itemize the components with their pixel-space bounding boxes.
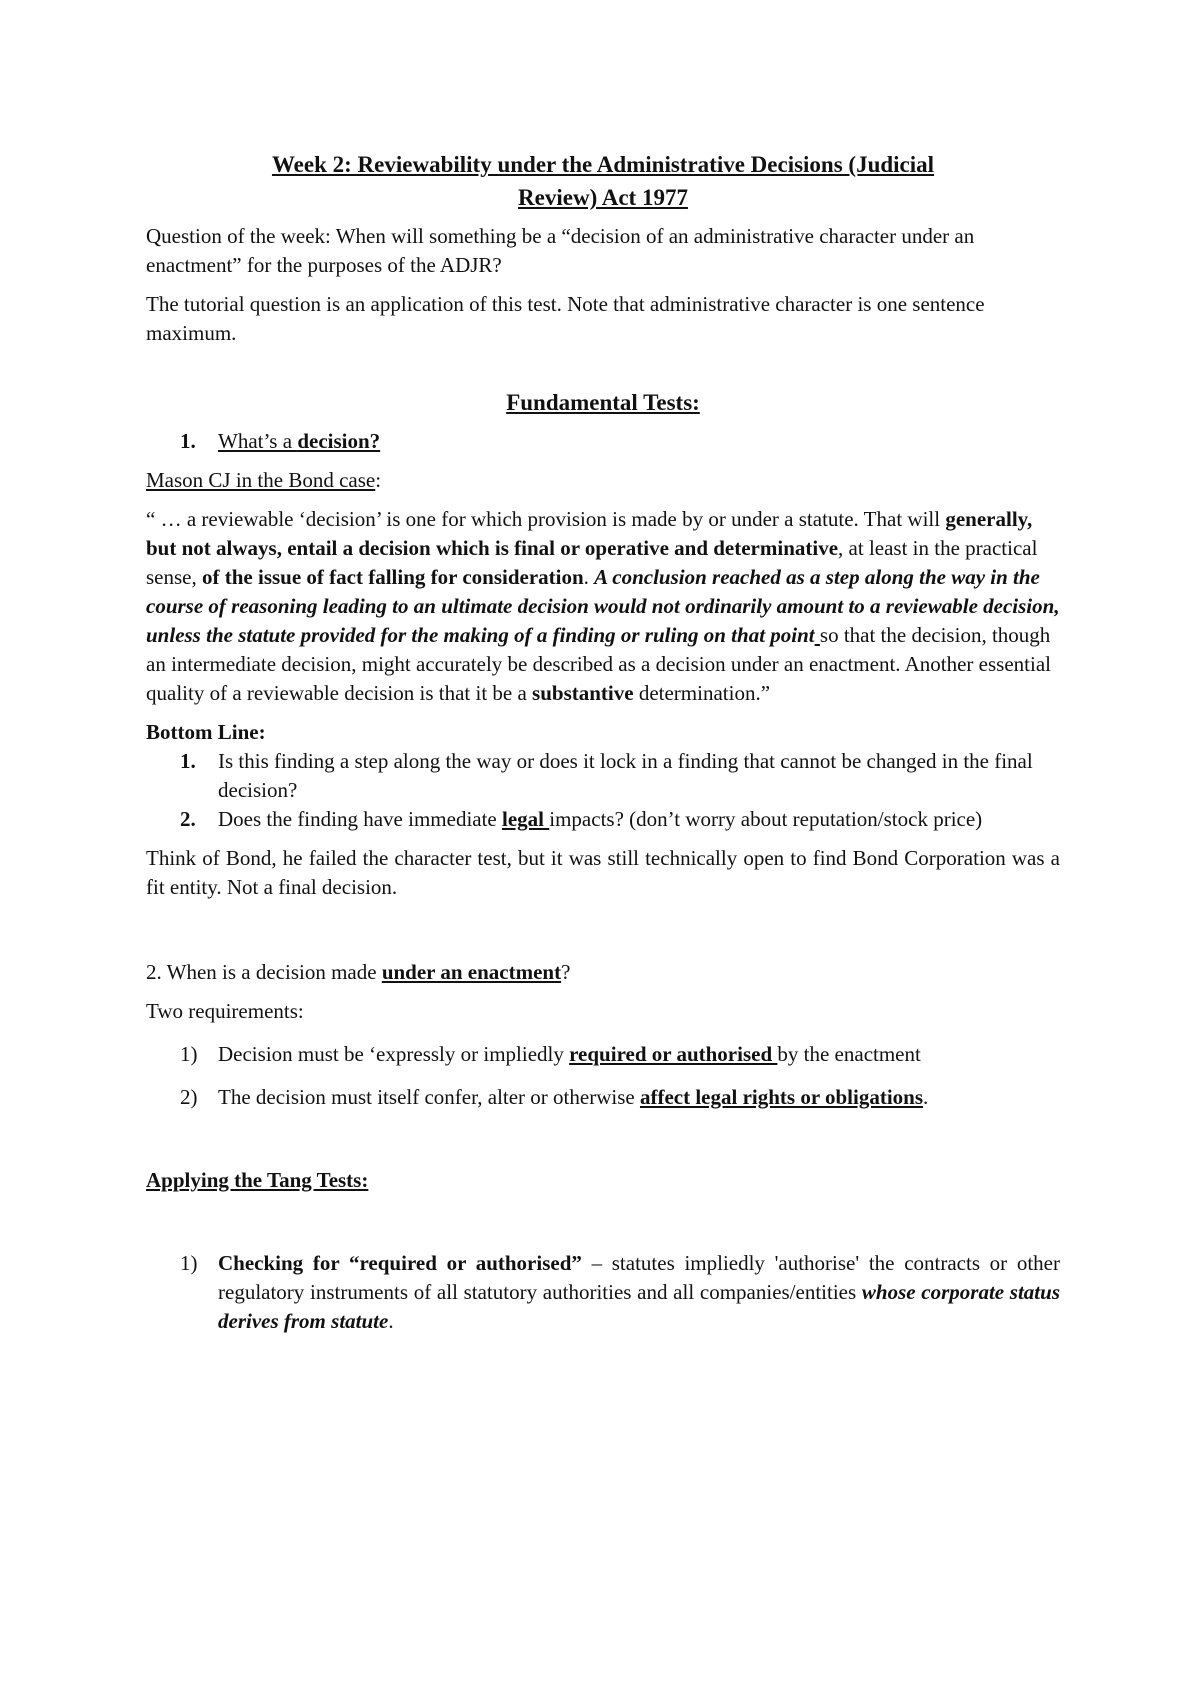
attribution-colon: :	[375, 468, 382, 492]
quote-bold-segment: of the issue of fact falling for consideration	[202, 565, 584, 589]
two-requirements: Two requirements:	[146, 999, 304, 1023]
fundamental-tests-heading: Fundamental Tests:	[506, 390, 700, 415]
decision-list-item	[146, 427, 1060, 456]
list-number: 1.	[180, 429, 196, 453]
tutorial-note: The tutorial question is an application of this test. Note that administrative character is one sentence maximum.	[146, 292, 985, 345]
requirements-list	[146, 1040, 1060, 1112]
question-of-week: Question of the week: When will something be a “decision of an administrative character under an enactment” for the purposes of the ADJR?	[146, 224, 975, 277]
quote-segment: determination.”	[633, 681, 771, 705]
list-item-bold-italic: whose corporate status derives from statute	[218, 1280, 1060, 1333]
list-item	[146, 747, 1060, 805]
list-item-text: Is this finding a step along the way or does it lock in a finding that cannot be changed in the final decision?	[218, 749, 1033, 802]
quote-segment: “ … a reviewable ‘decision’ is one for which provision is made by or under a statute. That will	[146, 507, 946, 531]
attribution-text: Mason CJ in the Bond case	[146, 468, 376, 492]
quote-segment: .	[583, 565, 595, 589]
list-item-bold: Checking for “required or authorised”	[218, 1251, 582, 1275]
list-item-text: Decision must be ‘expressly or impliedly	[218, 1042, 570, 1066]
list-number: 1.	[180, 749, 196, 773]
list-item	[146, 805, 1060, 834]
page-title	[146, 148, 1060, 214]
title-line-2: Review) Act 1977	[518, 185, 688, 210]
list-item	[146, 1083, 1060, 1112]
decision-question-text: What’s a	[218, 429, 298, 453]
list-item	[146, 1249, 1060, 1336]
list-item-text: by the enactment	[777, 1042, 921, 1066]
decision-question	[218, 429, 380, 453]
quote-segment: so that the decision, though an intermediate decision, might accurately be described as a decision under an enactment. Another essential quality of a reviewable decision is that it be a	[146, 623, 1051, 705]
document-body	[146, 148, 1060, 1336]
list-number: 2.	[180, 807, 196, 831]
bottom-line-list	[146, 747, 1060, 834]
list-item-bold: required or authorised	[569, 1042, 778, 1066]
enactment-question-text: 2. When is a decision made	[146, 960, 382, 984]
list-item-text: .	[388, 1309, 394, 1333]
list-number: 1)	[180, 1251, 198, 1275]
decision-question-bold: decision?	[297, 429, 381, 453]
attribution	[146, 466, 1060, 495]
bond-note: Think of Bond, he failed the character test, but it was still technically open to find Bond Corporation was a fit entity. Not a final decision.	[146, 846, 1060, 899]
list-item	[146, 1040, 1060, 1069]
list-item-text: .	[923, 1085, 929, 1109]
enactment-question-bold: under an enactment	[381, 960, 562, 984]
title-line-1: Week 2: Reviewability under the Administrative Decisions (Judicial	[271, 152, 935, 177]
enactment-question	[146, 958, 1060, 987]
list-item-text: The decision must itself confer, alter or otherwise	[218, 1085, 640, 1109]
list-item-text: Does the finding have immediate	[218, 807, 503, 831]
quote-segment: , at least in the practical sense,	[146, 536, 1038, 589]
quote-bold-segment: substantive	[532, 681, 634, 705]
quote-bold-segment: generally, but not always, entail a decision which is final or operative and determinative	[146, 507, 1033, 560]
enactment-question-mark: ?	[561, 960, 571, 984]
list-item-text: – statutes impliedly 'authorise' the contracts or other regulatory instruments of all statutory authorities and all companies/entities	[218, 1251, 1061, 1304]
list-item-bold: affect legal rights or obligations	[639, 1085, 924, 1109]
tang-tests-heading: Applying the Tang Tests:	[146, 1168, 369, 1192]
list-number: 2)	[180, 1085, 198, 1109]
list-number: 1)	[180, 1042, 198, 1066]
mason-quote	[146, 505, 1060, 708]
bottom-line-heading: Bottom Line:	[146, 720, 266, 744]
list-item-bold: legal	[502, 807, 550, 831]
list-item-text: impacts? (don’t worry about reputation/stock price)	[549, 807, 983, 831]
quote-bold-italic-segment: A conclusion reached as a step along the way in the course of reasoning leading to an ultimate decision would not ordinarily amount to a reviewable decision, unless the statute provided for the making of a finding or ruling on that point	[146, 565, 1060, 647]
